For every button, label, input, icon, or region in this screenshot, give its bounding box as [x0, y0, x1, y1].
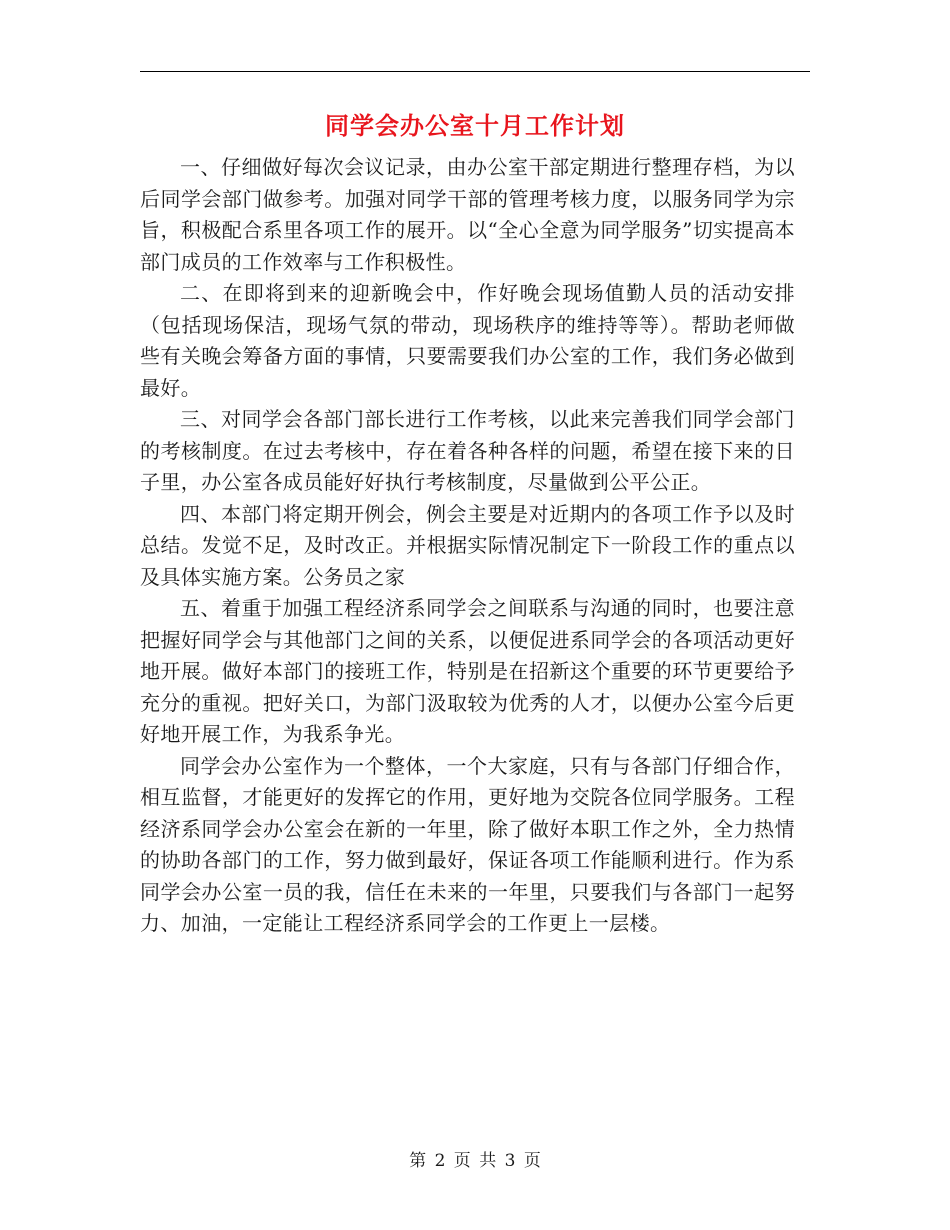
paragraph-4: 四、本部门将定期开例会，例会主要是对近期内的各项工作予以及时总结。发觉不足，及时改正。并根据实际情况制定下一阶段工作的重点以及具体实施方案。公务员之家 — [140, 501, 795, 589]
paragraph-3: 三、对同学会各部门部长进行工作考核，以此来完善我们同学会部门的考核制度。在过去考核中，存在着各种各样的问题，希望在接下来的日子里，办公室各成员能好好执行考核制度，尽量做到公平公正。 — [140, 407, 795, 494]
paragraph-5: 五、着重于加强工程经济系同学会之间联系与沟通的同时，也要注意把握好同学会与其他部门之间的关系，以便促进系同学会的各项活动更好地开展。做好本部门的接班工作，特别是在招新这个重要的环节更要给予充分的重视。把好关口，为部门汲取较为优秀的人才，以便办公室今后更好地开展工作，为我系争光。 — [140, 596, 795, 746]
paragraph-1: 一、仔细做好每次会议记录，由办公室干部定期进行整理存档，为以后同学会部门做参考。加强对同学干部的管理考核力度，以服务同学为宗旨，积极配合系里各项工作的展开。以“全心全意为同学服务”切实提高本部门成员的工作效率与工作积极性。 — [140, 155, 795, 274]
header-rule — [140, 71, 810, 72]
page-number: 第 2 页 共 3 页 — [409, 1151, 541, 1171]
document-title: 同学会办公室十月工作计划 — [325, 111, 625, 140]
paragraph-2: 二、在即将到来的迎新晚会中，作好晚会现场值勤人员的活动安排（包括现场保洁，现场气氛的带动，现场秩序的维持等等）。帮助老师做些有关晚会筹备方面的事情，只要需要我们办公室的工作，我们务必做到最好。 — [140, 281, 795, 400]
document-body — [140, 152, 795, 940]
paragraph-6: 同学会办公室作为一个整体，一个大家庭，只有与各部门仔细合作，相互监督，才能更好的发挥它的作用，更好地为交院各位同学服务。工程经济系同学会办公室会在新的一年里，除了做好本职工作之外，全力热情的协助各部门的工作，努力做到最好，保证各项工作能顺利进行。作为系同学会办公室一员的我，信任在未来的一年里，只要我们与各部门一起努力、加油，一定能让工程经济系同学会的工作更上一层楼。 — [140, 753, 795, 935]
